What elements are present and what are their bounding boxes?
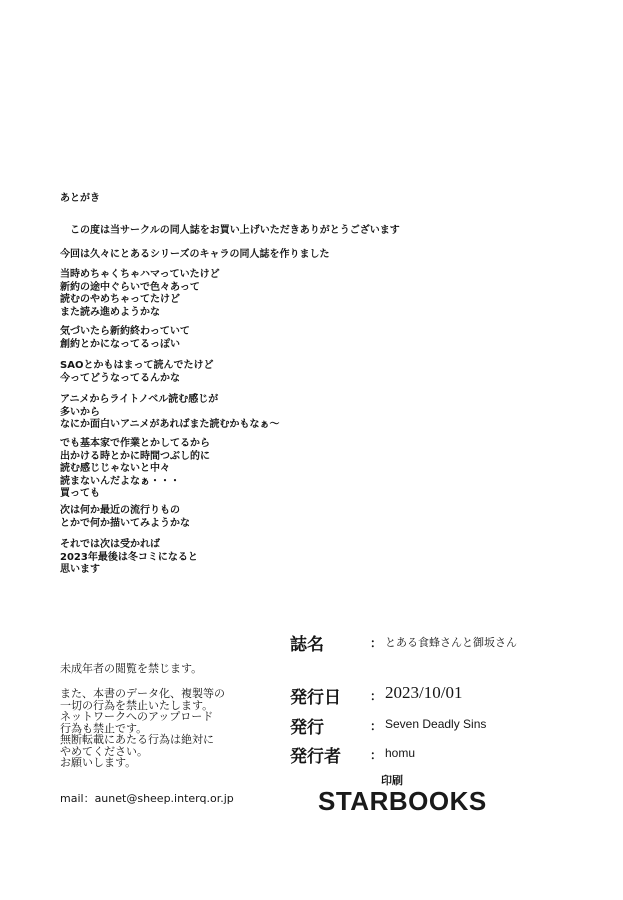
- colon: ：: [370, 748, 383, 762]
- age-warning: 未成年者の閲覧を禁じます。: [60, 662, 203, 675]
- afterword-line: 買っても: [60, 488, 100, 499]
- colon: ：: [370, 636, 383, 650]
- afterword-line: SAOとかもはまって読んでたけど: [60, 360, 214, 371]
- afterword-line: それでは次は受かれば: [60, 539, 160, 550]
- afterword-line: アニメからライトノベル読む感じが: [60, 394, 219, 405]
- notice-line: 行為も禁止です。: [60, 721, 148, 735]
- afterword-line: なにか面白いアニメがあればまた読むかもなぁ～: [60, 419, 280, 430]
- afterword-line: この度は当サークルの同人誌をお買い上げいただきありがとうございます: [60, 225, 400, 236]
- colon: ：: [370, 719, 383, 733]
- afterword-line: 読む感じじゃないと中々: [60, 463, 170, 474]
- afterword-paragraph: [60, 505, 190, 530]
- date-label: 発行日: [290, 688, 341, 708]
- publisher-value: Seven Deadly Sins: [385, 717, 487, 731]
- notice-line: やめてください。: [60, 744, 148, 758]
- afterword-line: 当時めちゃくちゃハマっていたけど: [60, 269, 220, 280]
- colon: ：: [370, 689, 383, 703]
- author-value: homu: [385, 746, 416, 760]
- afterword-paragraph: [60, 269, 220, 319]
- afterword-line: 新約の途中ぐらいで色々あって: [60, 281, 200, 293]
- afterword-line: でも基本家で作業とかしてるから: [60, 438, 210, 449]
- contact-email: mail：aunet@sheep.interq.or.jp: [60, 792, 234, 805]
- afterword-line: 多いから: [60, 406, 100, 418]
- afterword-line: 今回は久々にとあるシリーズのキャラの同人誌を作りました: [60, 249, 330, 260]
- afterword-line: 創約とかになってるっぽい: [60, 338, 180, 350]
- afterword-paragraph: [60, 438, 210, 501]
- afterword-paragraph: [60, 225, 400, 238]
- afterword-paragraph: [60, 539, 198, 577]
- afterword-line: 読まないんだよなぁ・・・: [60, 475, 180, 487]
- notice-line: お願いします。: [60, 756, 137, 769]
- publisher-label: 発行: [290, 718, 324, 738]
- afterword-paragraph: [60, 326, 190, 351]
- notice-line: 無断転載にあたる行為は絶対に: [60, 733, 214, 746]
- notice-line: ネットワークへのアップロード: [60, 710, 214, 723]
- author-label: 発行者: [290, 747, 341, 767]
- notice-line: 一切の行為を禁止いたします。: [60, 698, 214, 712]
- afterword-paragraph: [60, 394, 280, 432]
- afterword-line: 読むのやめちゃってたけど: [60, 294, 180, 305]
- printer-name: STARBOOKS: [318, 786, 487, 816]
- notice-line: また、本書のデータ化、複製等の: [60, 687, 225, 700]
- afterword-heading: あとがき: [60, 193, 100, 204]
- afterword-line: 気づいたら新約終わっていて: [60, 326, 190, 337]
- afterword-line: 次は何か最近の流行りもの: [60, 505, 180, 516]
- afterword-line: とかで何か描いてみようかな: [60, 517, 190, 529]
- afterword-paragraph: [60, 249, 330, 262]
- date-value: 2023/10/01: [385, 683, 463, 702]
- notice-body: [60, 688, 225, 769]
- afterword-line: 今ってどうなってるんかな: [60, 372, 180, 384]
- afterword-line: 2023年最後は冬コミになると: [60, 551, 198, 563]
- afterword-line: また読み進めようかな: [60, 306, 160, 318]
- title-label: 誌名: [290, 635, 324, 655]
- afterword-line: 出かける時とかに時間つぶし的に: [60, 450, 210, 462]
- title-value: とある食蜂さんと御坂さん: [385, 636, 517, 649]
- afterword-paragraph: [60, 360, 213, 385]
- printer-label: 印刷: [381, 774, 403, 787]
- afterword-line: 思います: [60, 564, 100, 575]
